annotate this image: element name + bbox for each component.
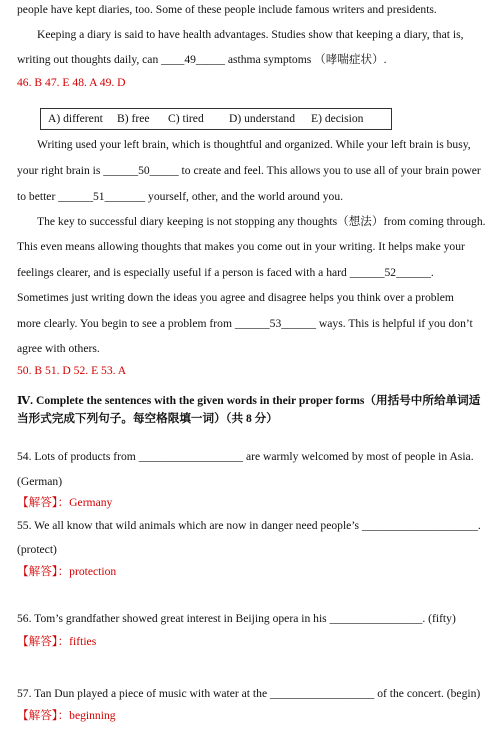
question-56-answer (17, 635, 96, 649)
option-a: A) different (48, 112, 103, 125)
passage-key-line-5: more clearly. You begin to see a problem from ______53______ ways. This is helpful if you don’t (17, 317, 473, 330)
answers-50-53: 50. B 51. D 52. E 53. A (17, 364, 127, 377)
question-57-text: 57. Tan Dun played a piece of music with water at the __________________ of the concert. (begin) (17, 687, 481, 700)
option-c: C) tired (168, 112, 204, 125)
passage-brain-line-1: Writing used your left brain, which is thoughtful and organized. While your left brain is busy, (37, 138, 471, 151)
option-e: E) decision (311, 112, 364, 125)
question-54-answer (17, 496, 112, 510)
option-b: B) free (117, 112, 150, 125)
passage-key-line-1: The key to successful diary keeping is not stopping any thoughts（想法）from coming through. (37, 215, 486, 228)
passage-key-line-2: This even means allowing thoughts that makes you come out in your writing. It helps make your (17, 240, 465, 253)
passage-key-line-6: agree with others. (17, 342, 100, 355)
answer-label: 【解答】： (17, 709, 70, 722)
passage-top-line: people have kept diaries, too. Some of these people include famous writers and presidents. (17, 3, 437, 16)
passage-health-line-1: Keeping a diary is said to have health advantages. Studies show that keeping a diary, that is, (37, 28, 464, 41)
question-55-answer (17, 565, 116, 579)
answer-label: 【解答】： (17, 565, 70, 578)
passage-key-line-4: Sometimes just writing down the ideas you agree and disagree helps you think over a problem (17, 291, 454, 304)
question-57-answer (17, 709, 116, 723)
question-54-hint: (German) (17, 475, 63, 488)
answers-46-49: 46. B 47. E 48. A 49. D (17, 76, 126, 89)
answer-value: Germany (69, 496, 113, 509)
passage-key-line-3: feelings clearer, and is especially useful if a person is faced with a hard ______52______. (17, 266, 434, 279)
answer-value: fifties (69, 635, 97, 648)
section-iv-title-line-1: Ⅳ. Complete the sentences with the given words in their proper forms（用括号中所给单词适 (17, 394, 481, 407)
passage-brain-line-3: to better ______51_______ yourself, other, and the world around you. (17, 190, 344, 203)
word-options-box (40, 108, 392, 130)
question-55-text: 55. We all know that wild animals which are now in danger need people’s ____________________. (17, 519, 481, 532)
passage-brain-line-2: your right brain is ______50_____ to create and feel. This allows you to use all of your brain power (17, 164, 481, 177)
passage-health-line-2: writing out thoughts daily, can ____49_____ asthma symptoms （哮喘症状）. (17, 53, 387, 66)
answer-value: protection (69, 565, 117, 578)
section-iv-title-line-2: 当形式完成下列句子。每空格限填一词）（共 8 分） (17, 412, 278, 425)
answer-label: 【解答】： (17, 496, 70, 509)
option-d: D) understand (229, 112, 296, 125)
question-55-hint: (protect) (17, 543, 57, 556)
question-54-text: 54. Lots of products from __________________ are warmly welcomed by most of people in Asia. (17, 450, 474, 463)
answer-label: 【解答】： (17, 635, 70, 648)
answer-value: beginning (69, 709, 116, 722)
question-56-text: 56. Tom’s grandfather showed great interest in Beijing opera in his ________________. (fifty) (17, 612, 456, 625)
